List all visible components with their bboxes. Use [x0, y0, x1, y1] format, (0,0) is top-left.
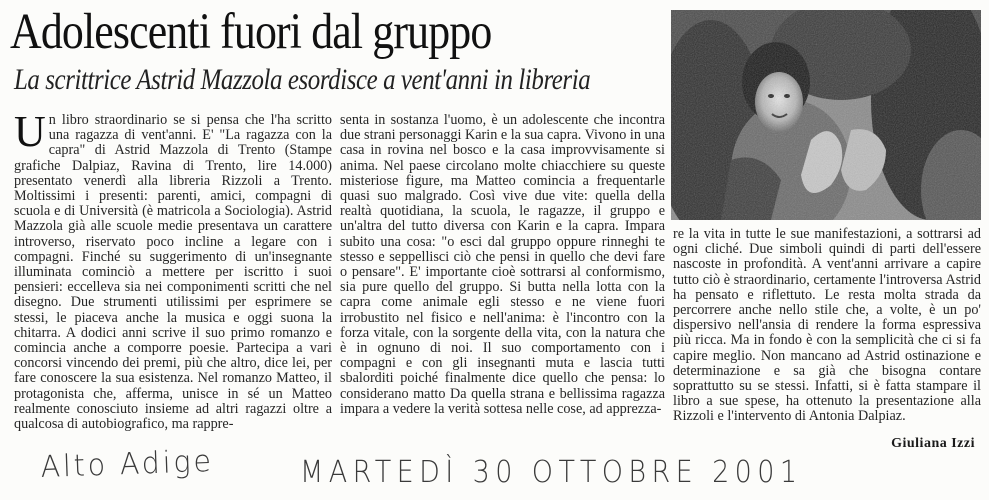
author-byline: Giuliana Izzi [891, 436, 975, 451]
column-1-text: n libro straordinario se si pensa che l'ha scritto una ragazza di vent'anni. E' "La ragazza con la capra" di Astrid Mazzola di Trento (Stampe grafiche Dalpiaz, Ravina di Trento, lire 14.000) presentato venerdì alla libreria Rizzoli a Trento. Moltissimi i presenti: parenti, amici, compagni di scuola e di Università (è matricola a Sociologia). Astrid Mazzola già alle scuole medie presentava un carattere introverso, riservato poco incline a legare con i compagni. Finché su suggerimento di un'insegnante illuminata cominciò a mettere per iscritto i suoi pensieri: eccelleva sia nei componimenti scritti che nel disegno. Due strumenti utilissimi per esprimere se stessi, le piaceva anche la musica e oggi suona la chitarra. A dodici anni scrive il suo primo romanzo e comincia anche a comporre poesie. Partecipa a vari concorsi vincendo dei premi, più che altro, dice lei, per fare conoscere la sua esistenza. Nel romanzo Matteo, il protagonista che, afferma, unisce in sé un Matteo realmente conosciuto insieme ad altri ragazzi oltre a qualcosa di autobiografico, ma rappre- [14, 113, 332, 433]
drop-cap: U [14, 113, 46, 156]
article-headline: Adolescenti fuori dal gruppo [10, 4, 492, 60]
handwritten-newspaper-name: Alto Adige [40, 443, 215, 485]
crowd-photo-image [671, 10, 981, 220]
article-photo [671, 10, 981, 220]
handwritten-date: MARTEDÌ 30 OTTOBRE 2001 [300, 455, 803, 490]
column-2-text: senta in sostanza l'uomo, è un adolescente che incontra due strani personaggi Karin e la sua capra. Vivono in una casa in rovina nel bosco e la casa improvvisamente si anima. Nel paese circolano molte chiacchiere su queste misteriose figure, ma Matteo comincia a frequentarle quasi suo malgrado. Così vive due vite: quella della realtà quotidiana, la scuola, le ragazze, il gruppo e un'altra del tutto diversa con Karin e la capra. Impara subito una cosa: "o esci dal gruppo oppure rinneghi te stesso e seppellisci ciò che pensi in quello che devi fare o pensare". E' importante cioè sottrarsi al conformismo, sia pure quello del gruppo. Si butta nella lotta con la capra come animale egli stesso e ne viene fuori irrobustito nel fisico e nell'anima: è l'incontro con la forza vitale, con la sorgente della vita, con la natura che è in ognuno di noi. Il suo comportamento con i compagni e con gli insegnanti muta e lascia tutti sbalorditi poiché finalmente dice quello che pensa: lo considerano matto Da quella strana e bellissima ragazza impara a vedere la verità sottesa nelle cose, ad apprezza- [340, 113, 665, 417]
column-3-text: re la vita in tutte le sue manifestazioni, a sottrarsi ad ogni cliché. Due simboli quindi di parti dell'essere nascoste in profondità. A vent'anni arrivare a capire tutto ciò è straordinario, certamente l'introversa Astrid ha pensato e riflettuto. Le resta molta strada da percorrere anche nello stile che, a volte, è un po' dispersivo nell'ansia di rendere la forma espressiva più ricca. Ma in fondo è con la semplicità che ci si fa capire meglio. Non mancano ad Astrid ostinazione e determinazione e sa già che bisogna contare soprattutto su se stessi. Infatti, si è fatta stampare il libro a sue spese, ha ottenuto la presentazione alla Rizzoli e l'intervento di Antonia Dalpiaz. [673, 227, 981, 425]
article-column-1 [14, 113, 332, 455]
article-subheadline: La scrittrice Astrid Mazzola esordisce a vent'anni in libreria [14, 63, 591, 96]
article-column-3 [673, 227, 981, 427]
article-column-2 [340, 113, 665, 455]
